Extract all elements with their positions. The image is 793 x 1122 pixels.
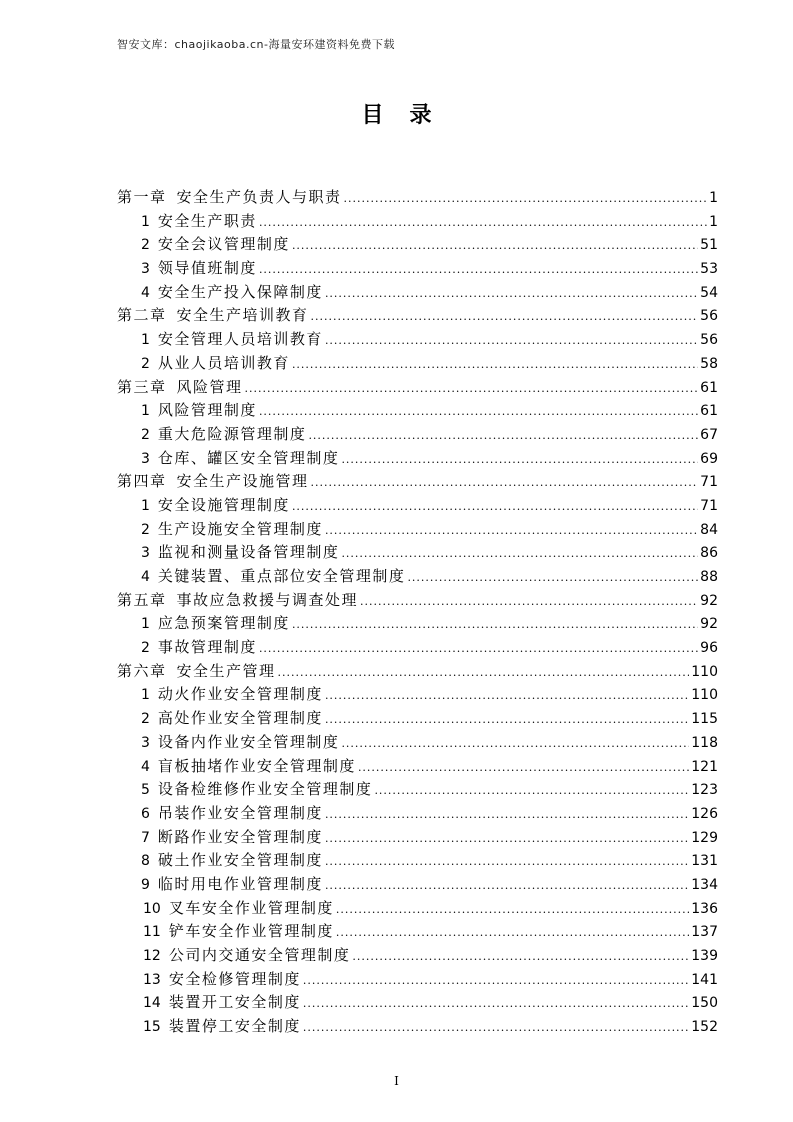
toc-section-row[interactable]: [117, 897, 718, 921]
toc-section-number: 1: [141, 403, 150, 420]
toc-page-number: 84: [700, 521, 718, 538]
toc-page-number: 134: [691, 876, 718, 893]
toc-page-number: 129: [691, 829, 718, 846]
toc-page-number: 53: [700, 261, 718, 278]
toc-section-row[interactable]: [117, 873, 718, 897]
toc-entry-label: [143, 897, 334, 922]
toc-page-number: 56: [700, 308, 718, 325]
toc-page-number: 150: [691, 995, 718, 1012]
toc-section-row[interactable]: [117, 399, 718, 423]
toc-section-row[interactable]: [117, 281, 718, 305]
toc-entry-title: 安全生产培训教育: [176, 306, 309, 325]
toc-page-number: 123: [691, 782, 718, 799]
toc-section-number: 15: [143, 1019, 161, 1036]
dot-leader: [308, 424, 698, 448]
toc-section-number: 7: [141, 829, 150, 846]
toc-section-number: 9: [141, 876, 150, 893]
toc-entry-title: 关键装置、重点部位安全管理制度: [157, 567, 406, 585]
toc-entry-title: 仓库、罐区安全管理制度: [157, 448, 340, 467]
toc-section-row[interactable]: [117, 494, 718, 518]
toc-entry-title: 设备内作业安全管理制度: [157, 732, 340, 751]
toc-section-number: 2: [141, 521, 150, 538]
toc-entry-label: [117, 376, 243, 400]
toc-entry-label: [141, 233, 290, 258]
toc-section-row[interactable]: [117, 707, 718, 731]
toc-entry-label: [117, 470, 309, 494]
toc-section-number: 3: [141, 450, 150, 467]
toc-section-row[interactable]: [117, 518, 718, 542]
dot-leader: [292, 353, 698, 377]
toc-section-number: 2: [141, 640, 150, 657]
toc-page-number: 71: [700, 497, 718, 514]
toc-page-number: 51: [700, 237, 718, 254]
toc-section-number: 13: [143, 971, 161, 988]
dot-leader: [259, 637, 698, 661]
toc-chapter-row[interactable]: [117, 660, 718, 684]
toc-entry-label: [143, 944, 350, 969]
toc-page-number: 92: [700, 616, 718, 633]
toc-page-number: 126: [691, 805, 718, 822]
dot-leader: [341, 448, 698, 472]
toc-entry-label: [141, 755, 356, 780]
page-number: I: [394, 1074, 399, 1088]
toc-entry-label: [117, 186, 342, 210]
toc-section-row[interactable]: [117, 328, 718, 352]
toc-entry-title: 安全管理人员培训教育: [157, 330, 323, 349]
toc-section-row[interactable]: [117, 826, 718, 850]
header-watermark: 智安文库：chaojikaoba.cn-海量安环建资料免费下载: [117, 38, 395, 51]
toc-chapter-number: 第四章: [117, 472, 167, 491]
dot-leader: [325, 684, 689, 708]
toc-entry-label: [141, 565, 405, 590]
toc-page-number: 118: [691, 734, 718, 751]
toc-entry-title: 断路作业安全管理制度: [157, 827, 323, 846]
toc-page-number: 96: [700, 640, 718, 657]
dot-leader: [325, 282, 698, 306]
toc-entry-title: 安全设施管理制度: [157, 495, 290, 514]
dot-leader: [325, 827, 689, 851]
toc-entry-title: 高处作业安全管理制度: [157, 709, 323, 728]
toc-entry-title: 叉车安全作业管理制度: [168, 898, 334, 917]
toc-chapter-row[interactable]: [117, 470, 718, 494]
dot-leader: [325, 850, 689, 874]
dot-leader: [336, 921, 689, 945]
toc-entry-label: [141, 778, 372, 803]
toc-page-number: 86: [700, 545, 718, 562]
toc-page-number: 92: [700, 592, 718, 609]
toc-entry-title: 公司内交通安全管理制度: [168, 946, 351, 964]
toc-entry-label: [141, 541, 339, 566]
dot-leader: [374, 779, 689, 803]
dot-leader: [292, 234, 698, 258]
toc-chapter-number: 第五章: [117, 590, 167, 609]
toc-section-row[interactable]: [117, 968, 718, 992]
toc-entry-title: 事故管理制度: [157, 638, 257, 657]
toc-entry-label: [117, 589, 358, 613]
toc-chapter-row[interactable]: [117, 589, 718, 613]
toc-entry-label: [141, 399, 257, 424]
toc-page-number: 88: [700, 569, 718, 585]
dot-leader: [245, 377, 699, 401]
toc-page-number: 137: [691, 924, 718, 941]
dot-leader: [292, 613, 698, 637]
toc-entry-label: [141, 849, 323, 874]
toc-section-number: 1: [141, 213, 150, 230]
dot-leader: [292, 495, 698, 519]
dot-leader: [352, 945, 689, 969]
toc-section-row[interactable]: [117, 447, 718, 471]
toc-entry-title: 领导值班制度: [157, 259, 257, 278]
toc-section-number: 12: [143, 948, 161, 964]
toc-section-number: 1: [141, 616, 150, 633]
toc-section-number: 2: [141, 237, 150, 254]
dot-leader: [259, 211, 707, 235]
toc-section-row[interactable]: [117, 778, 718, 802]
toc-entry-label: [141, 802, 323, 827]
dot-leader: [407, 566, 698, 590]
toc-entry-title: 临时用电作业管理制度: [157, 874, 323, 893]
toc-page-number: 131: [691, 853, 718, 870]
toc-section-number: 2: [141, 711, 150, 728]
toc-section-row[interactable]: [117, 233, 718, 257]
toc-entry-label: [141, 826, 323, 851]
dot-leader: [278, 661, 690, 685]
toc-entry-title: 装置开工安全制度: [168, 993, 301, 1012]
dot-leader: [344, 187, 708, 211]
toc-chapter-row[interactable]: [117, 376, 718, 400]
table-of-contents: [117, 186, 718, 1039]
toc-entry-title: 安全生产负责人与职责: [176, 188, 342, 206]
toc-section-number: 3: [141, 734, 150, 751]
toc-section-row[interactable]: [117, 755, 718, 779]
toc-section-row[interactable]: [117, 636, 718, 660]
toc-chapter-number: 第二章: [117, 306, 167, 325]
toc-entry-title: 从业人员培训教育: [157, 353, 290, 372]
toc-entry-title: 事故应急救援与调查处理: [176, 590, 359, 609]
toc-section-row[interactable]: [117, 565, 718, 589]
toc-entry-title: 安全生产投入保障制度: [157, 282, 323, 301]
toc-entry-title: 动火作业安全管理制度: [157, 685, 323, 704]
toc-section-number: 8: [141, 853, 150, 870]
dot-leader: [358, 756, 689, 780]
toc-entry-title: 生产设施安全管理制度: [157, 519, 323, 538]
toc-entry-title: 重大危险源管理制度: [157, 424, 307, 443]
toc-section-number: 14: [143, 995, 161, 1012]
toc-section-number: 3: [141, 545, 150, 562]
toc-section-row[interactable]: [117, 257, 718, 281]
toc-section-number: 2: [141, 426, 150, 443]
toc-entry-label: [141, 352, 290, 377]
dot-leader: [325, 708, 689, 732]
toc-section-number: 2: [141, 355, 150, 372]
toc-entry-label: [117, 304, 309, 328]
toc-entry-title: 盲板抽堵作业安全管理制度: [157, 756, 356, 775]
toc-entry-title: 设备检维修作业安全管理制度: [157, 780, 373, 799]
toc-section-row[interactable]: [117, 991, 718, 1015]
toc-section-number: 1: [141, 497, 150, 514]
toc-entry-label: [141, 683, 323, 708]
toc-section-number: 3: [141, 261, 150, 278]
dot-leader: [259, 258, 698, 282]
page-title: 目录: [361, 103, 458, 128]
toc-entry-title: 监视和测量设备管理制度: [157, 543, 340, 562]
toc-section-number: 10: [143, 900, 161, 917]
toc-page-number: 1: [709, 213, 718, 230]
dot-leader: [311, 471, 699, 495]
dot-leader: [303, 969, 689, 993]
toc-entry-label: [141, 494, 290, 519]
toc-page-number: 110: [691, 687, 718, 704]
dot-leader: [325, 874, 689, 898]
toc-entry-title: 风险管理: [176, 377, 243, 396]
dot-leader: [325, 519, 698, 543]
toc-chapter-number: 第一章: [117, 188, 167, 206]
toc-entry-title: 安全生产职责: [157, 211, 257, 230]
toc-page-number: 141: [691, 971, 718, 988]
toc-section-row[interactable]: [117, 612, 718, 636]
toc-page-number: 67: [700, 426, 718, 443]
toc-entry-label: [141, 257, 257, 282]
toc-section-row[interactable]: [117, 802, 718, 826]
toc-page-number: 110: [691, 663, 718, 680]
toc-entry-title: 安全生产设施管理: [176, 472, 309, 491]
toc-entry-title: 安全会议管理制度: [157, 235, 290, 254]
toc-section-row[interactable]: [117, 210, 718, 234]
dot-leader: [303, 1016, 689, 1040]
toc-page-number: 136: [691, 900, 718, 917]
dot-leader: [341, 542, 698, 566]
toc-page-number: 71: [700, 474, 718, 491]
toc-section-row[interactable]: [117, 683, 718, 707]
toc-entry-label: [141, 518, 323, 543]
toc-section-row[interactable]: [117, 541, 718, 565]
toc-chapter-row[interactable]: [117, 304, 718, 328]
toc-page-number: 121: [691, 758, 718, 775]
toc-section-number: 1: [141, 687, 150, 704]
toc-entry-label: [141, 707, 323, 732]
toc-entry-label: [141, 612, 290, 637]
dot-leader: [325, 803, 689, 827]
toc-entry-label: [143, 920, 334, 945]
toc-entry-label: [141, 423, 306, 448]
toc-section-row[interactable]: [117, 352, 718, 376]
toc-entry-title: 安全检修管理制度: [168, 969, 301, 988]
toc-page-number: 54: [700, 284, 718, 301]
toc-entry-title: 吊装作业安全管理制度: [157, 803, 323, 822]
toc-section-number: 6: [141, 805, 150, 822]
toc-entry-label: [143, 991, 301, 1016]
toc-page-number: 58: [700, 355, 718, 372]
toc-section-number: 4: [141, 284, 150, 301]
toc-chapter-number: 第六章: [117, 661, 167, 680]
toc-chapter-number: 第三章: [117, 377, 167, 396]
toc-section-number: 11: [143, 924, 161, 941]
toc-section-number: 1: [141, 332, 150, 349]
dot-leader: [336, 898, 689, 922]
toc-page-number: 61: [700, 379, 718, 396]
toc-entry-label: [141, 873, 323, 898]
toc-page-number: 61: [700, 403, 718, 420]
toc-entry-label: [141, 328, 323, 353]
dot-leader: [259, 400, 698, 424]
dot-leader: [325, 329, 698, 353]
toc-entry-title: 铲车安全作业管理制度: [168, 922, 334, 941]
toc-entry-label: [143, 968, 301, 993]
toc-section-row[interactable]: [117, 849, 718, 873]
toc-entry-label: [141, 731, 339, 756]
toc-chapter-row[interactable]: [117, 186, 718, 210]
toc-entry-title: 应急预案管理制度: [157, 614, 290, 633]
toc-entry-title: 风险管理制度: [157, 401, 257, 420]
toc-section-number: 4: [141, 569, 150, 585]
toc-page-number: 115: [691, 711, 718, 728]
toc-entry-label: [117, 660, 276, 684]
dot-leader: [341, 732, 689, 756]
toc-section-row[interactable]: [117, 944, 718, 968]
toc-entry-label: [141, 281, 323, 306]
toc-section-row[interactable]: [117, 423, 718, 447]
toc-section-row[interactable]: [117, 1015, 718, 1039]
toc-entry-label: [141, 210, 257, 235]
toc-entry-title: 装置停工安全制度: [168, 1017, 301, 1036]
toc-entry-title: 安全生产管理: [176, 661, 276, 680]
toc-section-row[interactable]: [117, 731, 718, 755]
dot-leader: [311, 305, 699, 329]
toc-page-number: 152: [691, 1019, 718, 1036]
toc-entry-label: [141, 447, 339, 472]
dot-leader: [303, 992, 689, 1016]
dot-leader: [360, 590, 698, 614]
toc-page-number: 1: [709, 190, 718, 206]
toc-page-number: 69: [700, 450, 718, 467]
toc-section-row[interactable]: [117, 920, 718, 944]
toc-entry-label: [141, 636, 257, 661]
toc-section-number: 5: [141, 782, 150, 799]
toc-page-number: 139: [691, 948, 718, 964]
toc-section-number: 4: [141, 758, 150, 775]
toc-entry-title: 破土作业安全管理制度: [157, 851, 323, 870]
toc-page-number: 56: [700, 332, 718, 349]
toc-entry-label: [143, 1015, 301, 1040]
